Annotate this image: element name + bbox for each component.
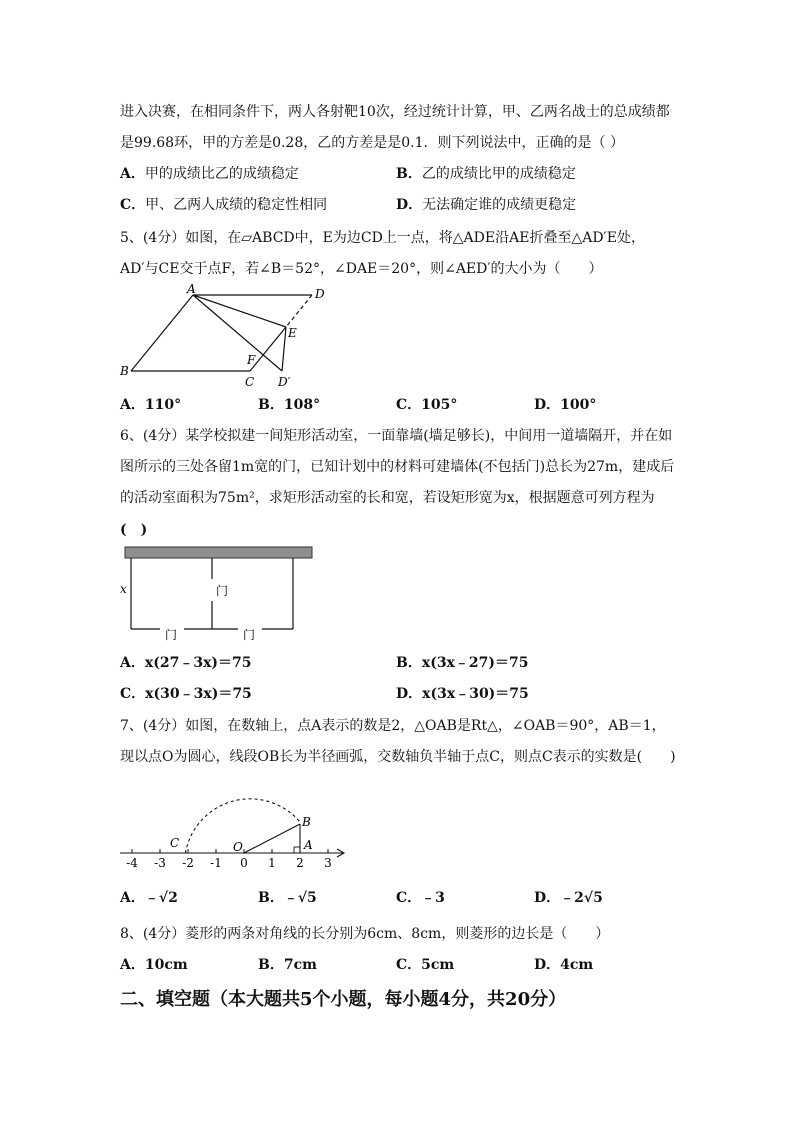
option-text: 10cm bbox=[144, 957, 188, 973]
q7-number-line-figure bbox=[118, 775, 358, 875]
label-c: C bbox=[245, 375, 255, 389]
q6-stem-line3: 的活动室面积为75m²，求矩形活动室的长和宽，若设矩形宽为x，根据题意可列方程为 bbox=[120, 490, 655, 506]
section-2-heading: 二、填空题（本大题共5个小题，每小题4分，共20分） bbox=[120, 989, 567, 1010]
q4-option-d bbox=[396, 196, 576, 214]
q6-option-b bbox=[396, 654, 529, 672]
option-label: B． bbox=[258, 397, 284, 413]
option-text: 108° bbox=[283, 397, 321, 413]
q5-parallelogram-figure bbox=[118, 283, 338, 393]
label-f: F bbox=[247, 353, 256, 367]
axis-tick-label: 1 bbox=[268, 856, 276, 870]
option-text: x(30﹣3x)＝75 bbox=[145, 686, 252, 702]
wall-bar bbox=[125, 547, 312, 558]
option-label: D． bbox=[534, 957, 561, 973]
label-a: A bbox=[304, 838, 313, 852]
option-text: 7cm bbox=[283, 957, 317, 973]
q8-option-a bbox=[120, 956, 188, 974]
option-label: B． bbox=[258, 890, 284, 906]
label-d-prime: D′ bbox=[278, 375, 291, 389]
q8-option-b bbox=[258, 956, 317, 974]
q8-option-c bbox=[396, 956, 454, 974]
q7-option-b bbox=[258, 889, 317, 907]
option-text: x(3x﹣27)＝75 bbox=[421, 655, 529, 671]
q7-option-c bbox=[396, 889, 445, 907]
label-b: B bbox=[120, 364, 129, 378]
q6-option-c bbox=[120, 685, 252, 703]
axis-tick-label: -3 bbox=[154, 856, 166, 870]
segment-e-d-prime bbox=[282, 327, 286, 371]
option-text: 5cm bbox=[421, 957, 455, 973]
option-text: x(3x﹣30)＝75 bbox=[422, 686, 529, 702]
option-label: B． bbox=[396, 655, 422, 671]
right-angle-mark bbox=[294, 847, 300, 853]
axis-tick-label: -4 bbox=[126, 856, 138, 870]
option-text: 4cm bbox=[560, 957, 594, 973]
option-label: C． bbox=[396, 957, 422, 973]
q5-option-c bbox=[396, 396, 457, 414]
option-text: 乙的成绩比甲的成绩稳定 bbox=[421, 166, 576, 182]
option-text: 105° bbox=[421, 397, 458, 413]
q7-stem-line2: 现以点O为圆心，线段OB长为半径画弧，交数轴负半轴于点C，则点C表示的实数是( ) bbox=[120, 749, 676, 765]
option-label: A． bbox=[120, 890, 145, 906]
label-c: C bbox=[170, 836, 180, 850]
q5-stem-line2: AD′与CE交于点F，若∠B＝52°，∠DAE＝20°，则∠AED′的大小为（ ） bbox=[120, 261, 603, 277]
q5-option-b bbox=[258, 396, 320, 414]
option-text: 甲、乙两人成绩的稳定性相同 bbox=[145, 197, 328, 213]
option-label: D． bbox=[396, 686, 423, 702]
axis-tick-label: 2 bbox=[296, 856, 304, 870]
segment-ad-prime bbox=[193, 295, 282, 371]
label-door-left: 门 bbox=[165, 628, 178, 642]
q6-room-figure bbox=[118, 545, 318, 645]
option-label: D． bbox=[534, 397, 561, 413]
option-label: C． bbox=[396, 397, 422, 413]
option-text: ﹣√2 bbox=[144, 890, 178, 906]
q8-stem-line1: 8、(4分）菱形的两条对角线的长分别为6cm、8cm，则菱形的边长是（ ） bbox=[120, 926, 610, 942]
label-x: x bbox=[120, 582, 127, 596]
q6-stem-line1: 6、(4分）某学校拟建一间矩形活动室，一面靠墙(墙足够长)，中间用一道墙隔开，并在如 bbox=[120, 428, 673, 444]
q7-option-d bbox=[534, 889, 603, 907]
label-b: B bbox=[302, 815, 311, 829]
label-d: D bbox=[315, 287, 325, 301]
label-o: O bbox=[233, 840, 243, 854]
q8-option-d bbox=[534, 956, 593, 974]
q4-option-b bbox=[396, 165, 576, 183]
q6-option-d bbox=[396, 685, 529, 703]
q6-stem-line2: 图所示的三处各留1m宽的门，已知计划中的材料可建墙体(不包括门)总长为27m，建成后 bbox=[120, 459, 675, 475]
q4-stem-line2: 是99.68环，甲的方差是0.28，乙的方差是是0.1．则下列说法中，正确的是（ ） bbox=[120, 135, 624, 151]
segment-de-dashed bbox=[286, 295, 312, 327]
q5-option-d bbox=[534, 396, 596, 414]
label-door-middle: 门 bbox=[216, 584, 229, 598]
q5-option-a bbox=[120, 396, 181, 414]
option-text: x(27﹣3x)＝75 bbox=[144, 655, 252, 671]
option-text: 100° bbox=[560, 397, 597, 413]
axis-tick-label: 0 bbox=[240, 856, 248, 870]
q6-stem-line4: ( ) bbox=[120, 522, 148, 538]
option-text: ﹣√5 bbox=[283, 890, 317, 906]
option-label: B． bbox=[396, 166, 422, 182]
q7-stem-line1: 7、(4分）如图，在数轴上，点A表示的数是2，△OAB是Rt△，∠OAB＝90°，AB＝1， bbox=[120, 718, 666, 734]
segment-ab bbox=[131, 295, 193, 371]
option-text: ﹣3 bbox=[421, 890, 445, 906]
q6-option-a bbox=[120, 654, 252, 672]
axis-tick-label: 3 bbox=[324, 856, 332, 870]
label-door-right: 门 bbox=[243, 628, 256, 642]
label-a: A bbox=[187, 282, 196, 296]
option-label: A． bbox=[120, 166, 145, 182]
option-text: 无法确定谁的成绩更稳定 bbox=[422, 197, 577, 213]
option-label: A． bbox=[120, 397, 145, 413]
option-text: 甲的成绩比乙的成绩稳定 bbox=[144, 166, 299, 182]
option-label: B． bbox=[258, 957, 284, 973]
q4-stem-line1: 进入决赛，在相同条件下，两人各射靶10次，经过统计计算，甲、乙两名战士的总成绩都 bbox=[120, 104, 670, 120]
label-e: E bbox=[288, 326, 297, 340]
segment-ob bbox=[244, 824, 300, 853]
option-text: ﹣2√5 bbox=[560, 890, 603, 906]
q7-option-a bbox=[120, 889, 178, 907]
q4-option-c bbox=[120, 196, 327, 214]
q4-option-a bbox=[120, 165, 299, 183]
option-label: C． bbox=[120, 686, 146, 702]
segment-ae bbox=[193, 295, 286, 327]
option-label: A． bbox=[120, 655, 145, 671]
option-label: D． bbox=[534, 890, 561, 906]
option-label: C． bbox=[396, 890, 422, 906]
axis-tick-label: -2 bbox=[182, 856, 194, 870]
option-text: 110° bbox=[144, 397, 182, 413]
option-label: D． bbox=[396, 197, 423, 213]
option-label: A． bbox=[120, 957, 145, 973]
q5-stem-line1: 5、(4分）如图，在▱ABCD中，E为边CD上一点，将△ADE沿AE折叠至△AD′E处， bbox=[120, 230, 645, 246]
option-label: C． bbox=[120, 197, 146, 213]
axis-tick-label: -1 bbox=[210, 856, 222, 870]
